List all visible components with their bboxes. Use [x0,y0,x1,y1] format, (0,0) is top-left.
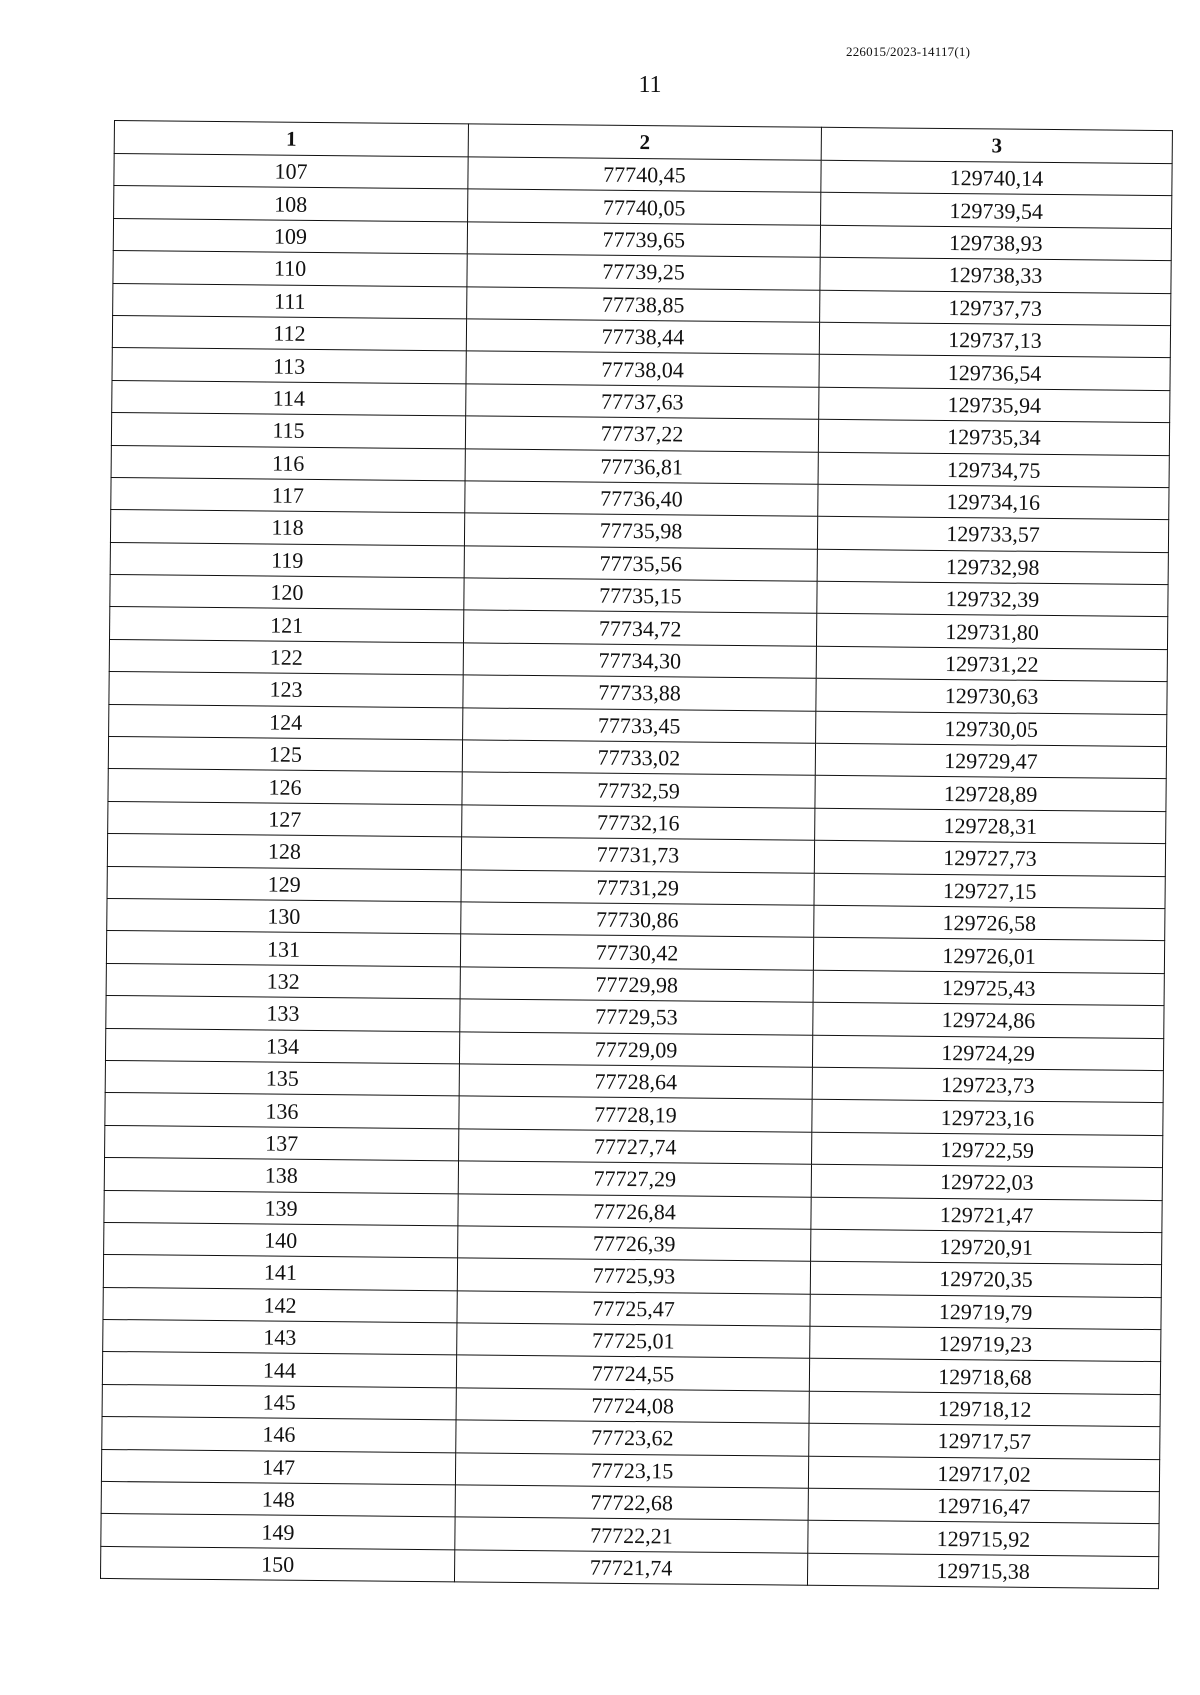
y-coordinate-cell: 129728,31 [815,808,1166,844]
point-number-cell: 149 [101,1514,455,1550]
x-coordinate-cell: 77739,65 [467,222,820,258]
point-number-cell: 123 [109,672,463,708]
x-coordinate-cell: 77735,15 [464,578,817,614]
y-coordinate-cell: 129737,13 [819,322,1170,358]
x-coordinate-cell: 77735,56 [464,546,817,582]
x-coordinate-cell: 77723,15 [455,1452,808,1488]
x-coordinate-cell: 77721,74 [454,1550,807,1586]
column-header-3: 3 [821,127,1172,163]
x-coordinate-cell: 77731,73 [461,837,814,873]
y-coordinate-cell: 129716,47 [808,1488,1159,1524]
y-coordinate-cell: 129729,47 [815,743,1166,779]
x-coordinate-cell: 77728,64 [459,1064,812,1100]
y-coordinate-cell: 129715,92 [808,1521,1159,1557]
x-coordinate-cell: 77740,05 [468,189,821,225]
point-number-cell: 141 [103,1255,457,1291]
point-number-cell: 143 [103,1320,457,1356]
y-coordinate-cell: 129734,75 [818,452,1169,488]
point-number-cell: 119 [110,542,464,578]
x-coordinate-cell: 77728,19 [459,1096,812,1132]
y-coordinate-cell: 129732,39 [817,581,1168,617]
point-number-cell: 144 [102,1352,456,1388]
point-number-cell: 138 [104,1158,458,1194]
column-header-2: 2 [468,124,821,160]
point-number-cell: 111 [113,283,467,319]
point-number-cell: 126 [108,769,462,805]
x-coordinate-cell: 77732,59 [462,772,815,808]
y-coordinate-cell: 129721,47 [811,1197,1162,1233]
x-coordinate-cell: 77726,39 [458,1226,811,1262]
y-coordinate-cell: 129723,73 [812,1067,1163,1103]
x-coordinate-cell: 77723,62 [456,1420,809,1456]
point-number-cell: 109 [113,218,467,254]
point-number-cell: 131 [106,931,460,967]
y-coordinate-cell: 129738,33 [820,257,1171,293]
y-coordinate-cell: 129722,59 [812,1132,1163,1168]
x-coordinate-cell: 77733,45 [463,708,816,744]
point-number-cell: 136 [105,1093,459,1129]
y-coordinate-cell: 129730,05 [816,711,1167,747]
x-coordinate-cell: 77729,09 [459,1031,812,1067]
point-number-cell: 127 [108,801,462,837]
y-coordinate-cell: 129731,22 [816,646,1167,682]
x-coordinate-cell: 77725,01 [457,1323,810,1359]
point-number-cell: 108 [114,186,468,222]
point-number-cell: 150 [100,1546,454,1582]
x-coordinate-cell: 77738,85 [467,286,820,322]
x-coordinate-cell: 77727,29 [458,1161,811,1197]
y-coordinate-cell: 129719,23 [810,1326,1161,1362]
y-coordinate-cell: 129730,63 [816,679,1167,715]
column-header-1: 1 [114,121,468,157]
y-coordinate-cell: 129724,29 [812,1035,1163,1071]
y-coordinate-cell: 129719,79 [810,1294,1161,1330]
point-number-cell: 139 [104,1190,458,1226]
y-coordinate-cell: 129731,80 [816,614,1167,650]
coordinates-table [100,120,1173,1589]
x-coordinate-cell: 77734,72 [463,610,816,646]
y-coordinate-cell: 129732,98 [817,549,1168,585]
x-coordinate-cell: 77724,08 [456,1388,809,1424]
document-id: 226015/2023-14117(1) [846,44,971,59]
point-number-cell: 122 [109,639,463,675]
y-coordinate-cell: 129727,15 [814,873,1165,909]
point-number-cell: 135 [105,1060,459,1096]
y-coordinate-cell: 129715,38 [807,1553,1158,1589]
y-coordinate-cell: 129739,54 [821,193,1172,229]
y-coordinate-cell: 129736,54 [819,355,1170,391]
point-number-cell: 107 [114,154,468,190]
point-number-cell: 114 [112,380,466,416]
y-coordinate-cell: 129722,03 [811,1164,1162,1200]
x-coordinate-cell: 77732,16 [462,805,815,841]
x-coordinate-cell: 77740,45 [468,157,821,193]
x-coordinate-cell: 77727,74 [459,1129,812,1165]
x-coordinate-cell: 77722,21 [455,1517,808,1553]
point-number-cell: 113 [112,348,466,384]
point-number-cell: 147 [101,1449,455,1485]
point-number-cell: 128 [107,834,461,870]
point-number-cell: 133 [106,996,460,1032]
page-number: 11 [638,72,662,98]
y-coordinate-cell: 129727,73 [814,840,1165,876]
coordinates-table-container [100,120,1172,1589]
point-number-cell: 110 [113,251,467,287]
point-number-cell: 124 [109,704,463,740]
y-coordinate-cell: 129733,57 [817,517,1168,553]
y-coordinate-cell: 129720,91 [811,1229,1162,1265]
x-coordinate-cell: 77739,25 [467,254,820,290]
point-number-cell: 120 [110,575,464,611]
y-coordinate-cell: 129724,86 [813,1002,1164,1038]
point-number-cell: 142 [103,1287,457,1323]
point-number-cell: 118 [110,510,464,546]
point-number-cell: 116 [111,445,465,481]
y-coordinate-cell: 129718,12 [809,1391,1160,1427]
y-coordinate-cell: 129738,93 [820,225,1171,261]
y-coordinate-cell: 129734,16 [818,484,1169,520]
x-coordinate-cell: 77735,98 [464,513,817,549]
y-coordinate-cell: 129728,89 [815,776,1166,812]
point-number-cell: 145 [102,1384,456,1420]
point-number-cell: 121 [110,607,464,643]
point-number-cell: 134 [105,1028,459,1064]
x-coordinate-cell: 77729,53 [460,999,813,1035]
x-coordinate-cell: 77730,42 [460,934,813,970]
point-number-cell: 125 [108,737,462,773]
point-number-cell: 137 [105,1125,459,1161]
point-number-cell: 130 [107,898,461,934]
x-coordinate-cell: 77725,47 [457,1291,810,1327]
y-coordinate-cell: 129740,14 [821,160,1172,196]
point-number-cell: 117 [111,477,465,513]
x-coordinate-cell: 77733,88 [463,675,816,711]
point-number-cell: 146 [102,1417,456,1453]
x-coordinate-cell: 77738,04 [466,351,819,387]
x-coordinate-cell: 77736,40 [465,481,818,517]
x-coordinate-cell: 77724,55 [456,1355,809,1391]
x-coordinate-cell: 77726,84 [458,1193,811,1229]
point-number-cell: 115 [111,413,465,449]
point-number-cell: 148 [101,1481,455,1517]
x-coordinate-cell: 77725,93 [457,1258,810,1294]
point-number-cell: 132 [106,963,460,999]
table-body [100,154,1172,1589]
x-coordinate-cell: 77736,81 [465,448,818,484]
x-coordinate-cell: 77722,68 [455,1485,808,1521]
x-coordinate-cell: 77737,22 [465,416,818,452]
y-coordinate-cell: 129718,68 [809,1359,1160,1395]
y-coordinate-cell: 129717,02 [808,1456,1159,1492]
y-coordinate-cell: 129726,01 [813,938,1164,974]
point-number-cell: 112 [112,315,466,351]
y-coordinate-cell: 129735,34 [818,419,1169,455]
point-number-cell: 129 [107,866,461,902]
x-coordinate-cell: 77730,86 [461,902,814,938]
y-coordinate-cell: 129725,43 [813,970,1164,1006]
y-coordinate-cell: 129726,58 [814,905,1165,941]
x-coordinate-cell: 77738,44 [466,319,819,355]
y-coordinate-cell: 129717,57 [809,1423,1160,1459]
x-coordinate-cell: 77729,98 [460,967,813,1003]
x-coordinate-cell: 77731,29 [461,869,814,905]
point-number-cell: 140 [104,1222,458,1258]
x-coordinate-cell: 77733,02 [462,740,815,776]
x-coordinate-cell: 77734,30 [463,643,816,679]
y-coordinate-cell: 129737,73 [820,290,1171,326]
y-coordinate-cell: 129723,16 [812,1100,1163,1136]
x-coordinate-cell: 77737,63 [466,384,819,420]
y-coordinate-cell: 129720,35 [810,1262,1161,1298]
y-coordinate-cell: 129735,94 [819,387,1170,423]
